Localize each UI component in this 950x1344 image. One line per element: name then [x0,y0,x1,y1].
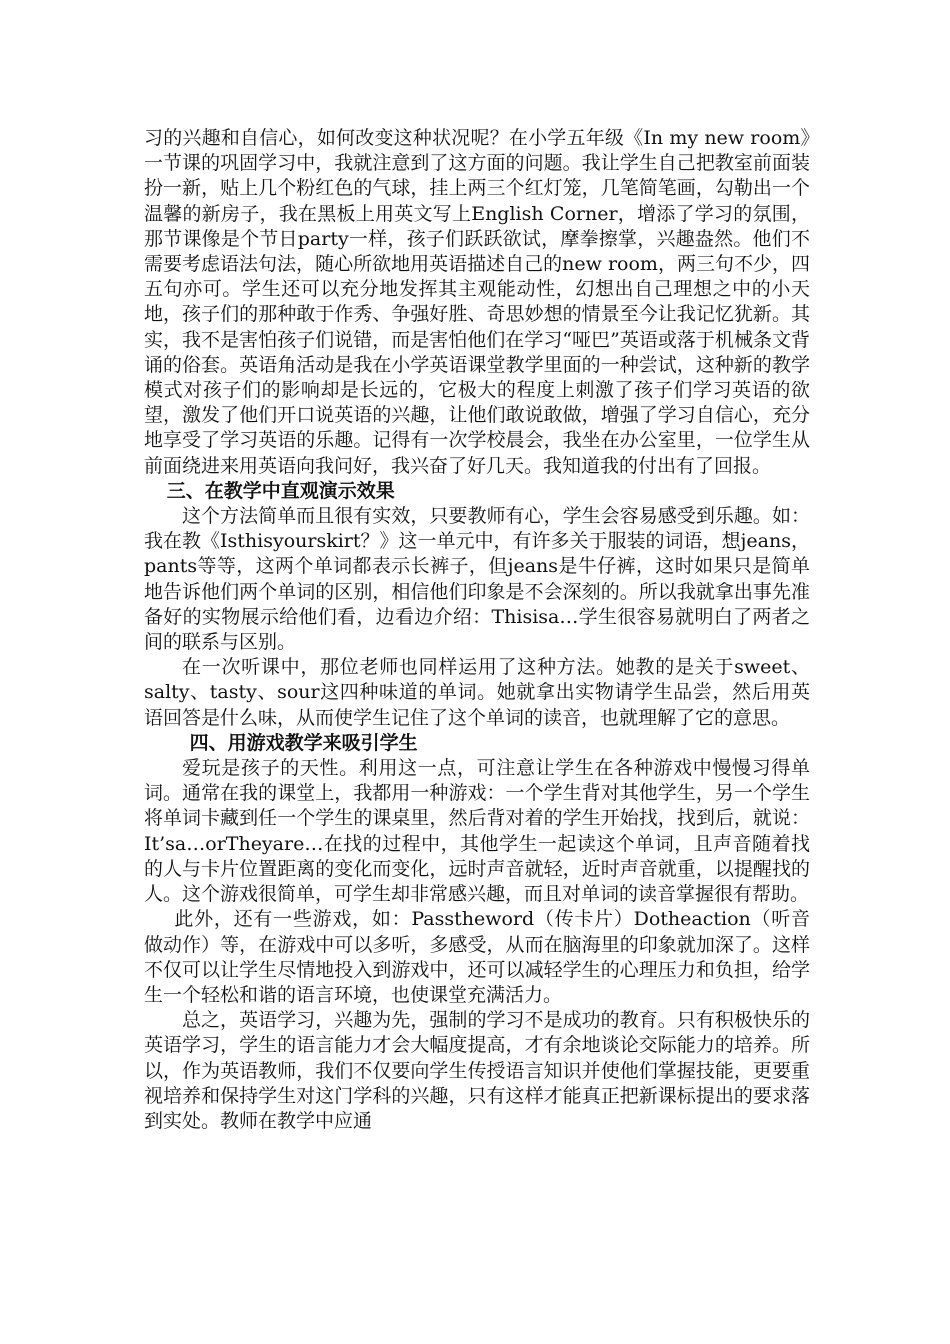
section-heading-4: 四、用游戏教学来吸引学生 [189,731,418,754]
paragraph-game: 爱玩是孩子的天性。利用这一点，可注意让学生在各种游戏中慢慢习得单词。通常在我的课堂上，我都用一种游戏：一个学生背对其他学生，另一个学生将单词卡藏到任一个学生的课桌里，然后背对着的学生开始找，找到后，就说：It’sa…orTheyare…在找的过程中，其他学生一起读这个单词，且声音随着找的人与卡片位置距离的变化而变化，远时声音就轻，近时声音就重，以提醒找的人。这个游戏很简单，可学生却非常感兴趣，而且对单词的读音掌握很有帮助。 [144,757,810,906]
paragraph-other-games: 此外，还有一些游戏，如：Passtheword（传卡片）Dotheaction（听音做动作）等，在游戏中可以多听，多感受，从而在脑海里的印象就加深了。这样不仅可以让学生尽情地投入到游戏中，还可以减轻学生的心理压力和负担，给学生一个轻松和谐的语言环境，也使课堂充满活力。 [144,908,810,1006]
document-body [144,126,810,1134]
paragraph-conclusion: 总之，英语学习，兴趣为先，强制的学习不是成功的教育。只有积极快乐的英语学习，学生的语言能力才会大幅度提高，才有余地谈论交际能力的培养。所以，作为英语教师，我们不仅要向学生传授语言知识并使他们掌握技能，更要重视培养和保持学生对这门学科的兴趣，只有这样才能真正把新课标提出的要求落到实处。教师在教学中应通 [144,1009,810,1132]
paragraph-tasting-example: 在一次听课中，那位老师也同样运用了这种方法。她教的是关于sweet、salty、tasty、sour这四种味道的单词。她就拿出实物请学生品尝，然后用英语回答是什么味，从而使学生记住了这个单词的读音，也就理解了它的意思。 [144,656,810,729]
section-heading-3: 三、在教学中直观演示效果 [166,479,395,502]
paragraph-continuation: 习的兴趣和自信心，如何改变这种状况呢？在小学五年级《In my new room》一节课的巩固学习中，我就注意到了这方面的问题。我让学生自己把教室前面装扮一新，贴上几个粉红色的气球，挂上两三个红灯笼，几笔简笔画，勾勒出一个温馨的新房子，我在黑板上用英文写上English Corner，增添了学习的氛围，那节课像是个节日party一样，孩子们跃跃欲试，摩拳擦掌，兴趣盎然。他们不需要考虑语法句法，随心所欲地用英语描述自己的new room，两三句不少，四五句亦可。学生还可以充分地发挥其主观能动性，幻想出自己理想之中的小天地，孩子们的那种敢于作秀、争强好胜、奇思妙想的情景至今让我记忆犹新。其实，我不是害怕孩子们说错，而是害怕他们在学习“哑巴”英语或落于机械条文背诵的俗套。英语角活动是我在小学英语课堂教学里面的一种尝试，这种新的教学模式对孩子们的影响却是长远的，它极大的程度上刺激了孩子们学习英语的欲望，激发了他们开口说英语的兴趣，让他们敢说敢做，增强了学习自信心，充分地享受了学习英语的乐趣。记得有一次学校晨会，我坐在办公室里，一位学生从前面绕进来用英语向我问好，我兴奋了好几天。我知道我的付出有了回报。 [144,127,810,477]
paragraph-demonstration: 这个方法简单而且很有实效，只要教师有心，学生会容易感受到乐趣。如：我在教《Isthisyourskirt？》这一单元中，有许多关于服装的词语，想jeans，pants等等，这两个单词都表示长裤子，但jeans是牛仔裤，这时如果只是简单地告诉他们两个单词的区别，相信他们印象是不会深刻的。所以我就拿出事先准备好的实物展示给他们看，边看边介绍：Thisisa…学生很容易就明白了两者之间的联系与区别。 [144,505,810,654]
